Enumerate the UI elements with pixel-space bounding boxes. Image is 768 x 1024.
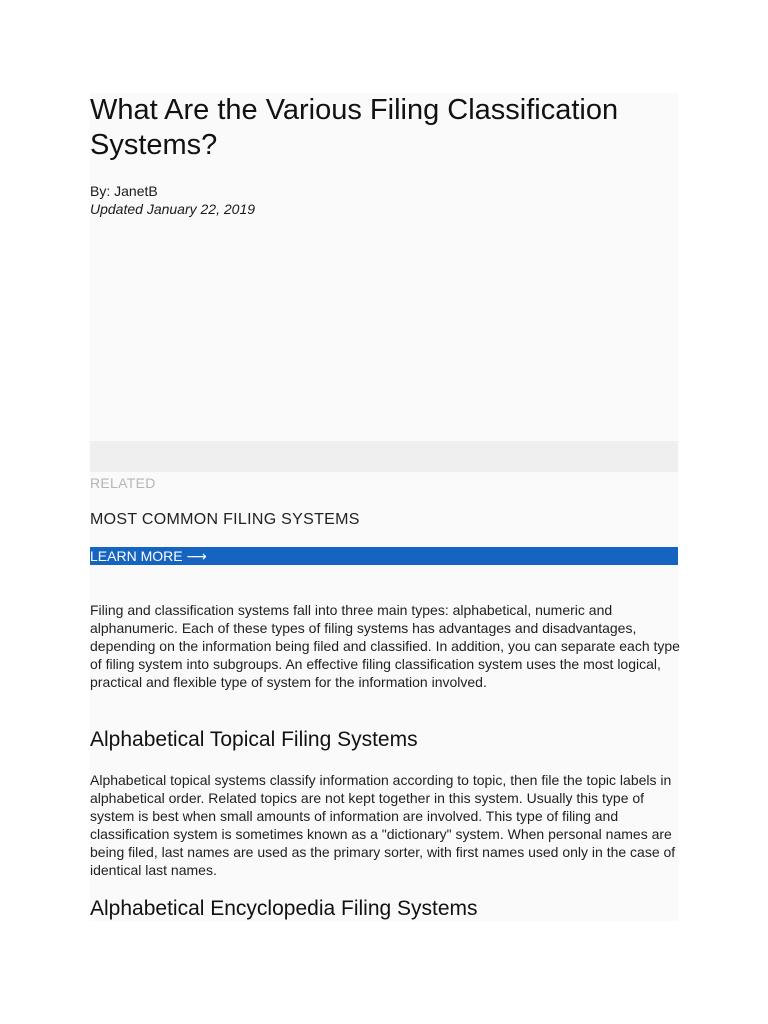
learn-more-link[interactable]	[90, 547, 678, 565]
related-article-title[interactable]: MOST COMMON FILING SYSTEMS	[90, 511, 360, 528]
ad-placeholder	[90, 441, 678, 472]
article-byline: By: JanetB	[90, 183, 158, 199]
article-page	[90, 93, 678, 921]
related-label: RELATED	[90, 475, 156, 491]
section-paragraph-alphabetical-topical: Alphabetical topical systems classify information according to topic, then file the topic labels in alphabetical order. Related topics are not kept together in this system. Usually this type of system is best when small amounts of information are involved. This type of filing and classification system is sometimes known as a "dictionary" system. When personal names are being filed, last names are used as the primary sorter, with first names used only in the case of identical last names.	[90, 772, 676, 878]
arrow-right-icon: ⟶	[186, 548, 207, 564]
section-heading-alphabetical-topical: Alphabetical Topical Filing Systems	[90, 728, 418, 751]
section-heading-alphabetical-encyclopedia: Alphabetical Encyclopedia Filing Systems	[90, 897, 478, 920]
article-title: What Are the Various Filing Classification Systems?	[90, 94, 619, 161]
learn-more-label: LEARN MORE	[90, 548, 183, 564]
intro-paragraph: Filing and classification systems fall into three main types: alphabetical, numeric and alphanumeric. Each of these types of filing systems has advantages and disadvantages, depending on the information being filed and classified. In addition, you can separate each type of filing system into subgroups. An effective filing classification system uses the most logical, practical and flexible type of system for the information involved.	[90, 602, 680, 690]
article-updated-date: Updated January 22, 2019	[90, 201, 256, 217]
